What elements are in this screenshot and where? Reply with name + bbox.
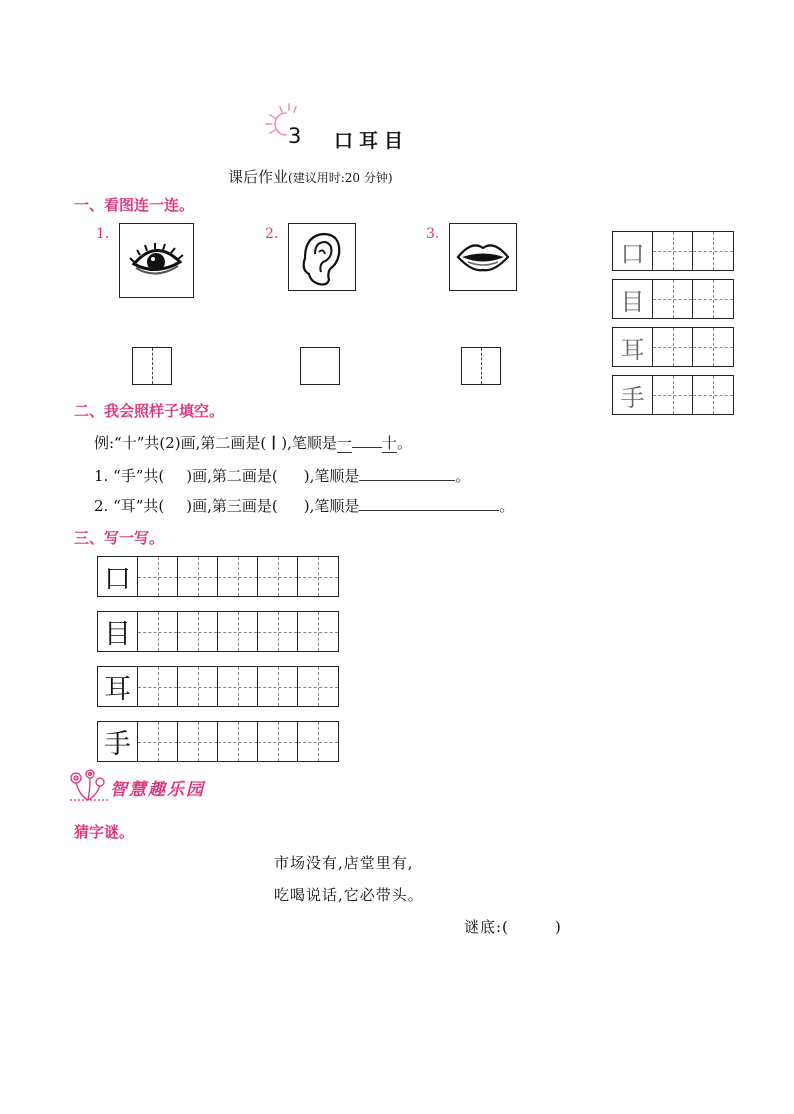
write-cell[interactable] <box>298 722 338 761</box>
riddle-line-2: 吃喝说话,它必带头。 <box>274 886 424 904</box>
example-stroke: 丨 <box>266 434 282 452</box>
section1-heading: 一、看图连一连。 <box>74 196 195 214</box>
write-cell[interactable] <box>258 722 298 761</box>
q2-end: 。 <box>499 497 515 515</box>
trace-char: 口 <box>620 239 645 268</box>
side-grid <box>612 231 734 415</box>
write-cell[interactable] <box>298 612 338 651</box>
page-subtitle <box>228 166 393 187</box>
lesson-number: 3 <box>288 124 302 148</box>
write-cell[interactable] <box>693 376 733 414</box>
write-cell[interactable] <box>298 667 338 706</box>
model-cell <box>98 667 138 706</box>
model-cell <box>98 612 138 651</box>
trace-char: 目 <box>620 287 645 316</box>
question2-line <box>94 495 514 516</box>
write-cell[interactable] <box>298 557 338 596</box>
model-cell <box>613 232 653 270</box>
write-cell[interactable] <box>218 612 258 651</box>
write-cell[interactable] <box>653 280 693 318</box>
flower-decoration-icon <box>66 768 110 804</box>
q2-stroke-order-blank[interactable] <box>359 496 499 511</box>
eye-icon <box>120 224 193 297</box>
answer-box-1[interactable] <box>132 347 172 385</box>
side-grid-row <box>612 231 734 271</box>
write-cell[interactable] <box>138 612 178 651</box>
write-cell[interactable] <box>178 722 218 761</box>
q1-end: 。 <box>455 467 471 485</box>
fun-corner-title: 智慧趣乐园 <box>110 780 205 800</box>
side-grid-row <box>612 279 734 319</box>
write-cell[interactable] <box>178 667 218 706</box>
example-order-2: 十 <box>381 434 397 452</box>
answer-box-3[interactable] <box>461 347 501 385</box>
example-end: 。 <box>396 434 412 452</box>
model-char: 耳 <box>104 674 131 705</box>
write-cell[interactable] <box>693 328 733 366</box>
model-cell <box>98 557 138 596</box>
question1-line <box>94 465 470 486</box>
model-cell <box>613 376 653 414</box>
write-cell[interactable] <box>138 722 178 761</box>
write-cell[interactable] <box>138 557 178 596</box>
write-cell[interactable] <box>258 667 298 706</box>
write-cell[interactable] <box>178 557 218 596</box>
model-cell <box>98 722 138 761</box>
subtitle-main: 课后作业 <box>228 168 289 186</box>
q2-text-c: ),笔顺是 <box>303 497 360 515</box>
side-grid-row <box>612 375 734 415</box>
trace-char: 手 <box>620 383 645 412</box>
ear-icon <box>289 224 355 290</box>
mouth-icon <box>450 224 516 290</box>
write-cell[interactable] <box>653 328 693 366</box>
write-cell[interactable] <box>693 280 733 318</box>
model-cell <box>613 328 653 366</box>
write-cell[interactable] <box>218 557 258 596</box>
write-cell[interactable] <box>693 232 733 270</box>
answer-box-2[interactable] <box>300 347 340 385</box>
item1-number: 1. <box>96 226 110 242</box>
item2-number: 2. <box>265 226 279 242</box>
q1-stroke-order-blank[interactable] <box>359 466 455 481</box>
subtitle-note: (建议用时:20 分钟) <box>288 171 393 185</box>
writing-grid <box>97 556 339 762</box>
write-cell[interactable] <box>218 722 258 761</box>
riddle-line-1: 市场没有,店堂里有, <box>274 854 414 872</box>
write-cell[interactable] <box>258 557 298 596</box>
model-char: 口 <box>104 564 131 595</box>
example-line <box>94 432 412 453</box>
side-grid-row <box>612 327 734 367</box>
write-cell[interactable] <box>218 667 258 706</box>
q1-text-a: 1. “手”共( <box>94 467 165 485</box>
eye-picture <box>119 223 194 298</box>
write-cell[interactable] <box>138 667 178 706</box>
item3-number: 3. <box>426 226 440 242</box>
section3-heading: 三、写一写。 <box>74 529 165 547</box>
write-cell[interactable] <box>178 612 218 651</box>
model-char: 目 <box>104 619 131 650</box>
write-cell[interactable] <box>653 376 693 414</box>
example-order-1: 一 <box>336 434 352 452</box>
riddle-heading: 猜字谜。 <box>74 823 135 841</box>
q2-text-b: )画,第三画是( <box>186 497 278 515</box>
q1-text-c: ),笔顺是 <box>303 467 360 485</box>
write-cell[interactable] <box>258 612 298 651</box>
writing-row <box>97 556 339 597</box>
model-cell <box>613 280 653 318</box>
example-text-a: 例:“十”共(2)画,第二画是( <box>94 434 267 452</box>
write-cell[interactable] <box>653 232 693 270</box>
writing-row <box>97 721 339 762</box>
writing-row <box>97 666 339 707</box>
q1-text-b: )画,第二画是( <box>186 467 278 485</box>
model-char: 手 <box>104 729 131 760</box>
mouth-picture <box>449 223 517 291</box>
ear-picture <box>288 223 356 291</box>
lesson-title: 口耳目 <box>334 130 410 152</box>
section2-heading: 二、我会照样子填空。 <box>74 402 225 420</box>
q2-text-a: 2. “耳”共( <box>94 497 165 515</box>
trace-char: 耳 <box>620 335 645 364</box>
riddle-answer[interactable]: 谜底:( ) <box>464 918 562 936</box>
writing-row <box>97 611 339 652</box>
example-text-b: ),笔顺是 <box>281 434 337 452</box>
